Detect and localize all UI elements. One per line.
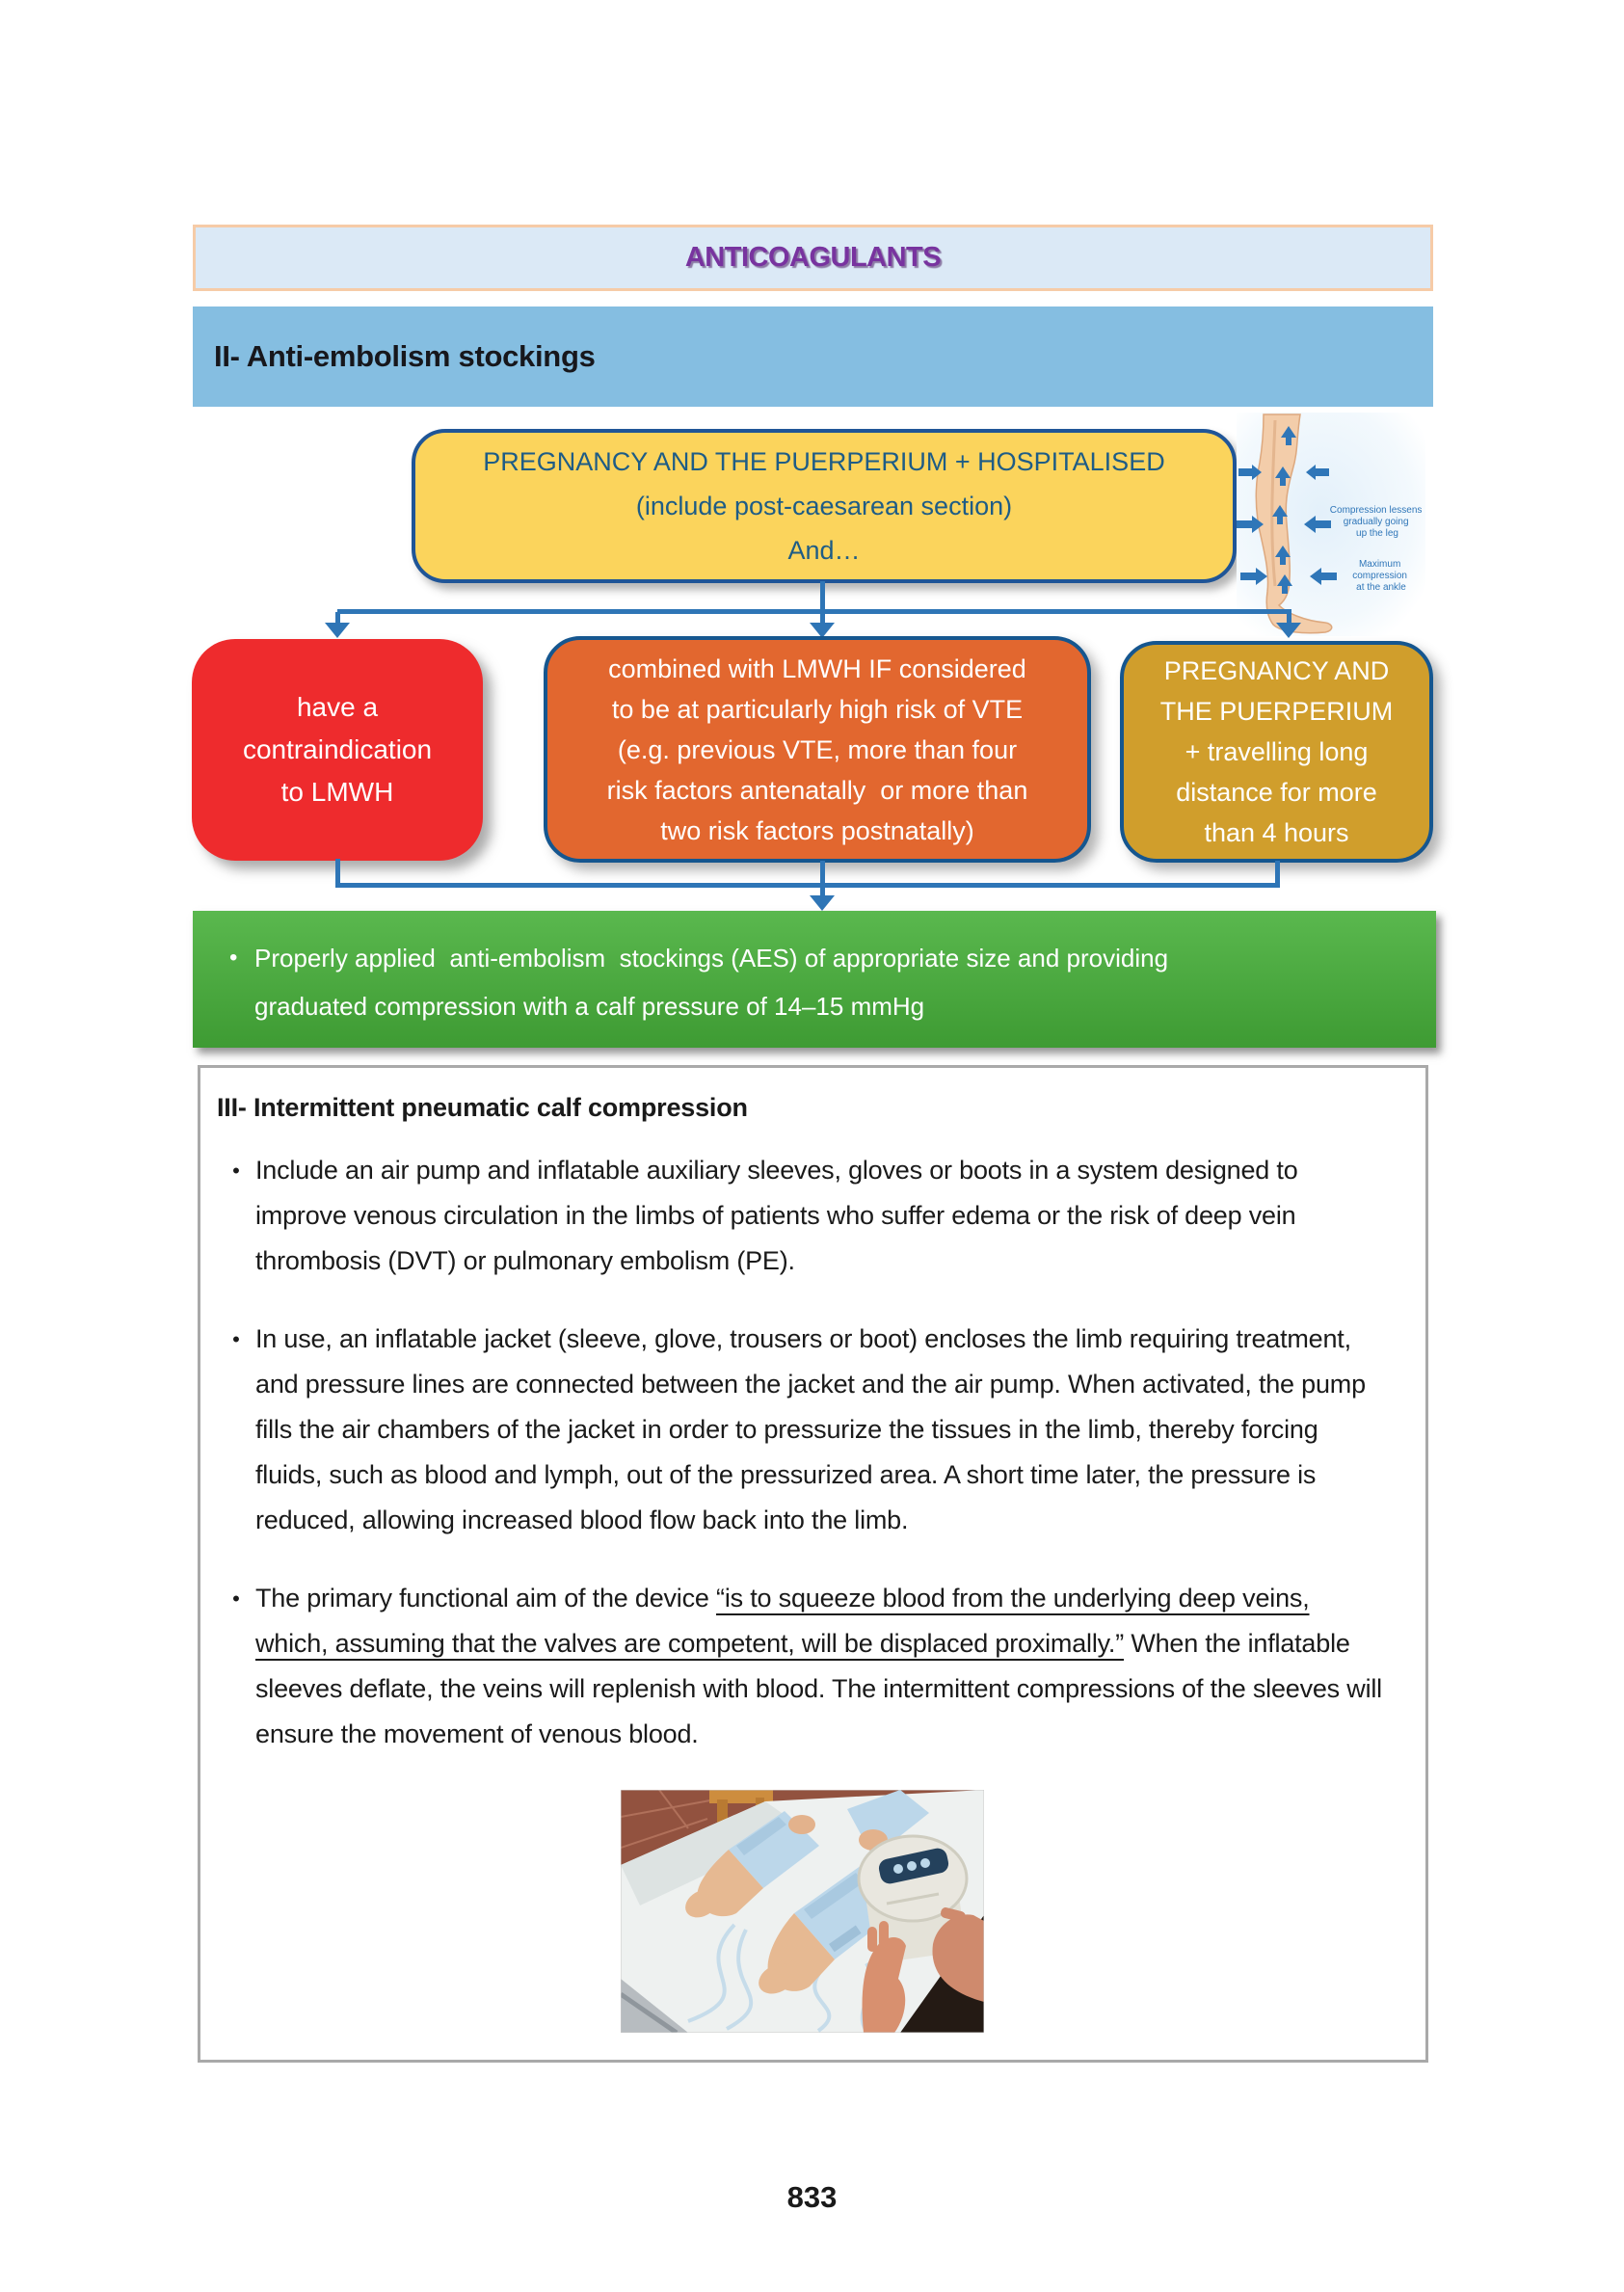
bullet-marker: • xyxy=(232,1586,240,1611)
bullet-item-air-pump xyxy=(217,1148,1387,1284)
flow-top-box-line3: And… xyxy=(787,536,861,565)
connector-orange-down xyxy=(820,861,825,897)
orange-box-line4: risk factors antenatally or more than xyxy=(606,775,1028,805)
section3-title: III- Intermittent pneumatic calf compression xyxy=(217,1093,748,1122)
section2-bar xyxy=(193,306,1433,407)
orange-box-line2: to be at particularly high risk of VTE xyxy=(611,694,1024,724)
bullet-marker: • xyxy=(232,1327,240,1351)
connector-top-rail xyxy=(337,609,1291,614)
leg-compression-illustration xyxy=(1237,413,1425,636)
red-box-line2: contraindication xyxy=(242,734,433,764)
bullet-text: Include an air pump and inflatable auxiliary sleeves, gloves or boots in a system designed to improve venous circulation in the limbs of patients who suffer edema or the risk of deep vein thrombosis (DVT) or pulmonary embolism (PE). xyxy=(255,1156,1298,1275)
bullet-item-primary-aim xyxy=(217,1576,1387,1757)
arrow-to-gold-box xyxy=(1276,623,1301,638)
gold-box-line2: THE PUERPERIUM xyxy=(1159,697,1394,726)
arrow-to-green-box xyxy=(810,895,835,911)
bullet-text-underlined-quote: “is to squeeze blood from the underlying deep veins, which, assuming that the valves are competent, will be displaced proximally.” xyxy=(255,1584,1310,1658)
flow-top-box-line1: PREGNANCY AND THE PUERPERIUM + HOSPITALISED xyxy=(483,447,1165,476)
section3-bullet-list xyxy=(217,1148,1387,1757)
red-box-line1: have a xyxy=(296,692,379,722)
arrow-to-red-box xyxy=(325,623,350,638)
outcome-line2: graduated compression with a calf pressure of 14–15 mmHg xyxy=(254,992,925,1021)
flow-orange-box xyxy=(544,636,1091,863)
gold-box-line5: than 4 hours xyxy=(1204,818,1349,847)
bullet-text: In use, an inflatable jacket (sleeve, glove, trousers or boot) encloses the limb requiring treatment, and pressure lines are connected between the jacket and the air pump. When activated, the pump fills the air chambers of the jacket in order to pressurize the tissues in the limb, thereby forcing fluids, such as blood and lymph, out of the pressurized area. A short time later, the pressure is reduced, allowing increased blood flow back into the limb. xyxy=(255,1324,1366,1534)
section3-panel xyxy=(198,1065,1428,2063)
gold-box-line3: + travelling long xyxy=(1185,737,1369,766)
anticoagulants-header xyxy=(193,225,1433,291)
gold-box-line1: PREGNANCY AND xyxy=(1163,656,1390,685)
page-number: 833 xyxy=(786,2180,838,2214)
bullet-item-inflatable-jacket xyxy=(217,1317,1387,1543)
gold-box-line4: distance for more xyxy=(1176,778,1377,807)
outcome-box xyxy=(193,911,1436,1048)
leg-caption-bottom: Maximum compression at the ankle xyxy=(1352,559,1407,593)
outcome-line1: Properly applied anti-embolism stockings (AES) of appropriate size and providing xyxy=(254,944,1169,973)
bullet-text xyxy=(255,1576,1387,1757)
connector-top-stem xyxy=(820,581,825,612)
leg-caption-top: Compression lessens gradually going up the leg xyxy=(1329,505,1423,539)
flow-top-box xyxy=(412,429,1237,583)
flow-gold-box xyxy=(1120,641,1433,863)
pneumatic-compression-photo xyxy=(621,1790,984,2033)
connector-bottom-rail xyxy=(335,883,1280,888)
photo-container xyxy=(217,1790,1387,2033)
red-box-line3: to LMWH xyxy=(280,777,394,807)
page-title: ANTICOAGULANTS xyxy=(684,242,942,273)
bullet-marker: • xyxy=(232,1159,240,1183)
orange-box-line3: (e.g. previous VTE, more than four xyxy=(617,734,1018,764)
flow-top-box-line2: (include post-caesarean section) xyxy=(635,492,1013,520)
bullet-text-after: When the inflatable sleeves deflate, the veins will replenish with blood. The intermittent compressions of the sleeves will ensure the movement of venous blood. xyxy=(255,1629,1382,1748)
flow-red-box xyxy=(192,639,483,861)
orange-box-line1: combined with LMWH IF considered xyxy=(608,653,1026,683)
bullet-text-before: The primary functional aim of the device xyxy=(255,1584,717,1612)
outcome-bullet: • xyxy=(229,945,238,971)
section2-title: II- Anti-embolism stockings xyxy=(214,339,596,373)
orange-box-line5: two risk factors postnatally) xyxy=(660,815,974,845)
